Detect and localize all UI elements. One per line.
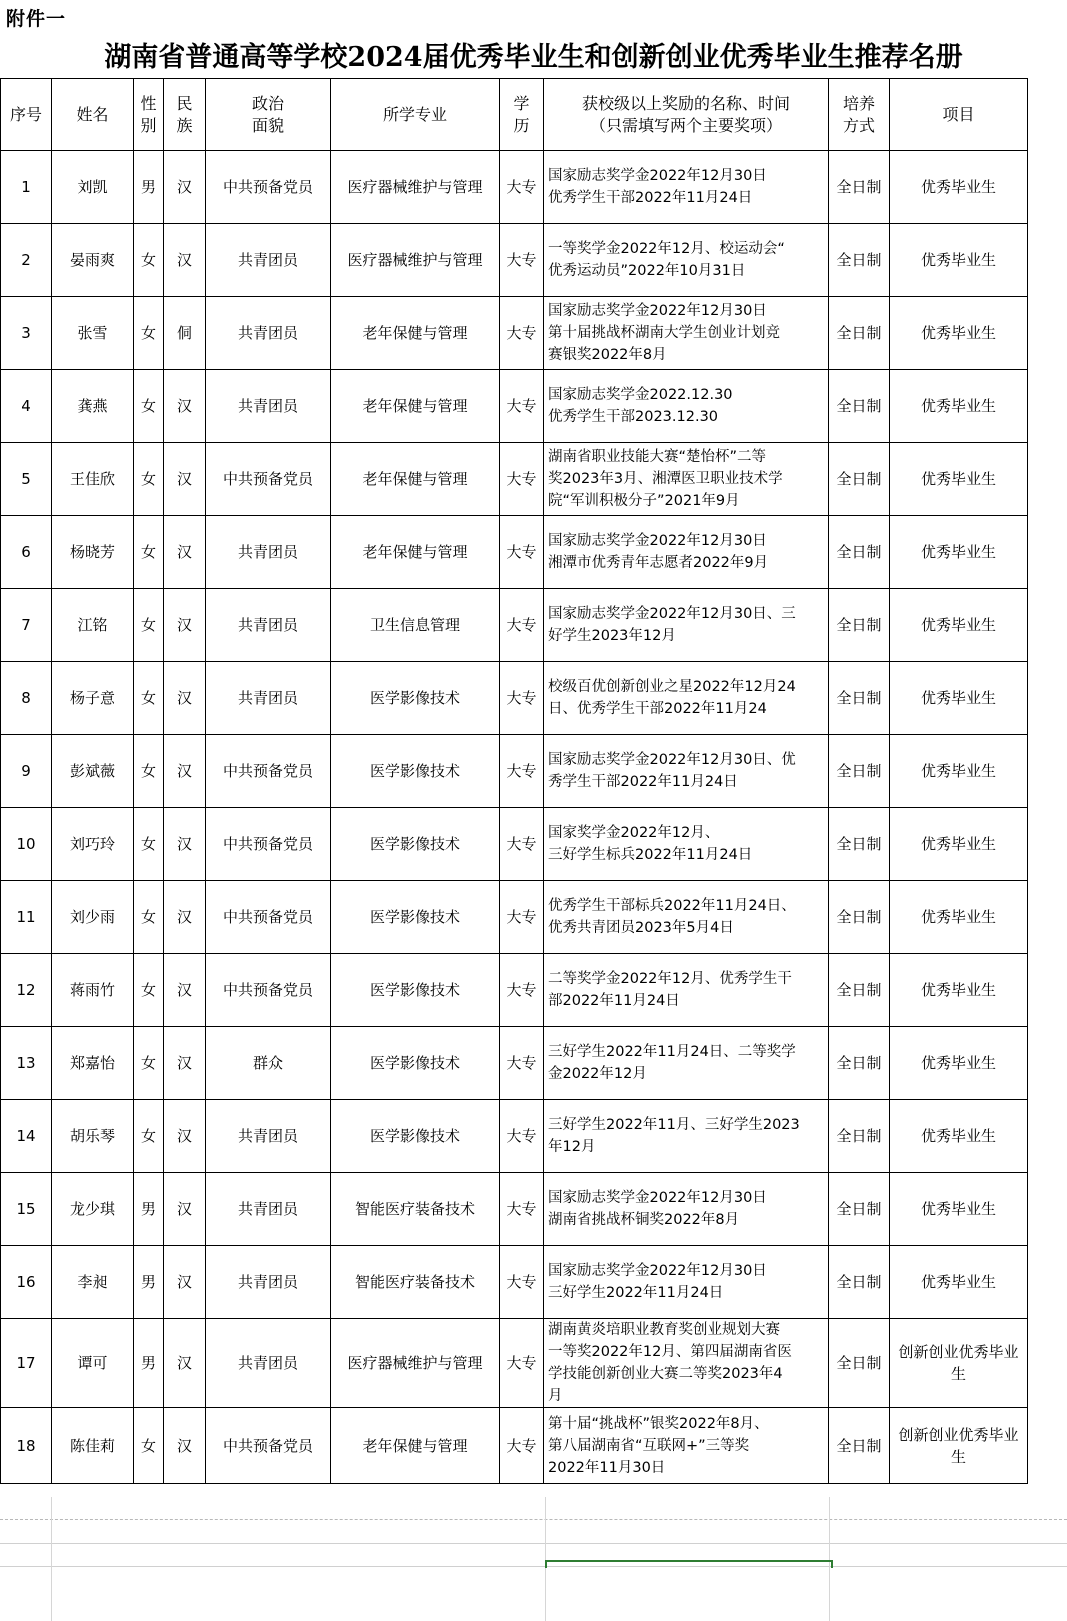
sheet-gridline: [0, 1566, 1067, 1567]
cell-ethnicity: 汉: [164, 954, 206, 1027]
cell-project: 创新创业优秀毕业生: [890, 1408, 1028, 1484]
award-line: 二等奖学金2022年12月、优秀学生干: [548, 971, 792, 987]
award-line: 2022年11月30日: [548, 1459, 666, 1476]
cell-education: 大专: [500, 224, 544, 297]
cell-awards: [544, 735, 829, 808]
cell-no: 12: [1, 954, 52, 1027]
cell-gender: 男: [134, 1173, 164, 1246]
cell-name: 郑嘉怡: [52, 1027, 134, 1100]
cell-no: 7: [1, 589, 52, 662]
cell-ethnicity: 汉: [164, 1100, 206, 1173]
cell-education: 大专: [500, 735, 544, 808]
award-line: 国家奖学金2022年12月、: [548, 825, 720, 841]
award-line: 金2022年12月: [548, 1066, 647, 1082]
table-row: [1, 954, 1028, 1027]
cell-education: 大专: [500, 370, 544, 443]
cell-gender: 女: [134, 662, 164, 735]
cell-education: 大专: [500, 297, 544, 370]
award-line: 一等奖学金2022年12月、校运动会“: [548, 241, 785, 257]
cell-project: 优秀毕业生: [890, 443, 1028, 516]
cell-education: 大专: [500, 1173, 544, 1246]
cell-education: 大专: [500, 443, 544, 516]
cell-major: 医学影像技术: [331, 808, 500, 881]
cell-name: 杨子意: [52, 662, 134, 735]
cell-major: 智能医疗装备技术: [331, 1246, 500, 1319]
cell-awards: [544, 1173, 829, 1246]
cell-project: 优秀毕业生: [890, 1173, 1028, 1246]
cell-name: 李昶: [52, 1246, 134, 1319]
cell-mode: 全日制: [829, 1319, 890, 1408]
cell-major: 医学影像技术: [331, 954, 500, 1027]
cell-name: 刘巧玲: [52, 808, 134, 881]
cell-politics: 共青团员: [206, 1246, 331, 1319]
cell-no: 10: [1, 808, 52, 881]
col-header-ethnicity: 民 族: [164, 79, 206, 151]
award-line: 三好学生2022年11月24日、二等奖学: [548, 1044, 796, 1060]
cell-mode: 全日制: [829, 954, 890, 1027]
cell-major: 老年保健与管理: [331, 443, 500, 516]
cell-major: 老年保健与管理: [331, 297, 500, 370]
table-row: [1, 443, 1028, 516]
cell-no: 17: [1, 1319, 52, 1408]
table-row: [1, 151, 1028, 224]
cell-project: 优秀毕业生: [890, 954, 1028, 1027]
cell-mode: 全日制: [829, 735, 890, 808]
cell-gender: 女: [134, 443, 164, 516]
cell-politics: 共青团员: [206, 224, 331, 297]
award-line: 优秀运动员”2022年10月31日: [548, 263, 746, 279]
cell-politics: 共青团员: [206, 589, 331, 662]
award-line: 校级百优创新创业之星2022年12月24: [548, 679, 796, 695]
award-line: 优秀学生干部2023.12.30: [548, 409, 719, 425]
cell-major: 医疗器械维护与管理: [331, 224, 500, 297]
cell-project: 优秀毕业生: [890, 735, 1028, 808]
cell-mode: 全日制: [829, 1100, 890, 1173]
cell-project: 优秀毕业生: [890, 662, 1028, 735]
cell-name: 胡乐琴: [52, 1100, 134, 1173]
cell-gender: 女: [134, 954, 164, 1027]
cell-ethnicity: 汉: [164, 1319, 206, 1408]
cell-major: 智能医疗装备技术: [331, 1173, 500, 1246]
award-line: 好学生2023年12月: [548, 628, 676, 644]
table-row: [1, 1100, 1028, 1173]
award-line: 第十届“挑战杯”银奖2022年8月、: [548, 1415, 769, 1432]
cell-politics: 共青团员: [206, 1319, 331, 1408]
cell-name: 杨晓芳: [52, 516, 134, 589]
cell-education: 大专: [500, 954, 544, 1027]
award-line: 三好学生2022年11月24日: [548, 1285, 724, 1301]
cell-ethnicity: 汉: [164, 1246, 206, 1319]
cell-project: 优秀毕业生: [890, 370, 1028, 443]
award-line: 国家励志奖学金2022年12月30日: [548, 303, 767, 319]
cell-no: 18: [1, 1408, 52, 1484]
cell-project: 优秀毕业生: [890, 1100, 1028, 1173]
cell-gender: 女: [134, 808, 164, 881]
cell-mode: 全日制: [829, 443, 890, 516]
cell-name: 晏雨爽: [52, 224, 134, 297]
sheet-gridline: [0, 1543, 1067, 1544]
cell-politics: 共青团员: [206, 516, 331, 589]
cell-ethnicity: 汉: [164, 1408, 206, 1484]
cell-gender: 男: [134, 1246, 164, 1319]
cell-major: 老年保健与管理: [331, 516, 500, 589]
award-line: 国家励志奖学金2022年12月30日、三: [548, 606, 796, 622]
cell-major: 医学影像技术: [331, 662, 500, 735]
cell-name: 彭斌薇: [52, 735, 134, 808]
cell-project: 创新创业优秀毕业生: [890, 1319, 1028, 1408]
table-row: [1, 589, 1028, 662]
award-line: 国家励志奖学金2022年12月30日: [548, 533, 767, 549]
roster-table: [0, 78, 1028, 1484]
cell-politics: 中共预备党员: [206, 735, 331, 808]
cell-awards: [544, 151, 829, 224]
award-line: 第八届湖南省“互联网+”三等奖: [548, 1437, 750, 1454]
cell-politics: 中共预备党员: [206, 954, 331, 1027]
award-line: 优秀学生干部2022年11月24日: [548, 190, 753, 206]
cell-mode: 全日制: [829, 516, 890, 589]
award-line: 优秀共青团员2023年5月4日: [548, 920, 734, 936]
cell-name: 龙少琪: [52, 1173, 134, 1246]
table-row: [1, 516, 1028, 589]
table-body: [1, 151, 1028, 1484]
award-line: 学技能创新创业大赛二等奖2023年4: [548, 1366, 783, 1382]
cell-politics: 共青团员: [206, 662, 331, 735]
cell-awards: [544, 662, 829, 735]
document-title: 湖南省普通高等学校2024届优秀毕业生和创新创业优秀毕业生推荐名册: [104, 42, 963, 73]
cell-awards: [544, 516, 829, 589]
award-line: 湖南省挑战杯铜奖2022年8月: [548, 1212, 740, 1228]
cell-project: 优秀毕业生: [890, 224, 1028, 297]
cell-awards: [544, 297, 829, 370]
cell-awards: [544, 224, 829, 297]
table-row: [1, 735, 1028, 808]
award-line: 第十届挑战杯湖南大学生创业计划竞: [548, 325, 780, 341]
cell-no: 13: [1, 1027, 52, 1100]
award-line: 国家励志奖学金2022年12月30日: [548, 168, 767, 184]
cell-ethnicity: 汉: [164, 443, 206, 516]
award-line: 三好学生标兵2022年11月24日: [548, 847, 753, 863]
cell-politics: 中共预备党员: [206, 808, 331, 881]
award-line: 月: [548, 1388, 563, 1404]
award-line: 三好学生2022年11月、三好学生2023: [548, 1117, 800, 1133]
cell-major: 老年保健与管理: [331, 1408, 500, 1484]
sheet-gridline: [0, 1519, 1067, 1520]
cell-education: 大专: [500, 589, 544, 662]
award-line: 秀学生干部2022年11月24日: [548, 774, 738, 790]
cell-no: 16: [1, 1246, 52, 1319]
cell-ethnicity: 汉: [164, 1173, 206, 1246]
cell-mode: 全日制: [829, 370, 890, 443]
cell-ethnicity: 汉: [164, 224, 206, 297]
attachment-label: 附件一: [6, 8, 67, 30]
cell-ethnicity: 汉: [164, 1027, 206, 1100]
selected-cell[interactable]: [545, 1560, 833, 1568]
cell-politics: 中共预备党员: [206, 443, 331, 516]
cell-awards: [544, 589, 829, 662]
cell-politics: 中共预备党员: [206, 881, 331, 954]
cell-no: 14: [1, 1100, 52, 1173]
award-line: 湖南省职业技能大赛“楚怡杯”二等: [548, 449, 767, 465]
cell-education: 大专: [500, 516, 544, 589]
award-line: 优秀学生干部标兵2022年11月24日、: [548, 898, 796, 914]
cell-education: 大专: [500, 1100, 544, 1173]
cell-no: 2: [1, 224, 52, 297]
cell-ethnicity: 汉: [164, 516, 206, 589]
cell-major: 卫生信息管理: [331, 589, 500, 662]
cell-name: 蒋雨竹: [52, 954, 134, 1027]
cell-gender: 女: [134, 589, 164, 662]
cell-mode: 全日制: [829, 1408, 890, 1484]
cell-mode: 全日制: [829, 1027, 890, 1100]
col-header-politics: 政治 面貌: [206, 79, 331, 151]
cell-gender: 男: [134, 1319, 164, 1408]
cell-major: 医疗器械维护与管理: [331, 151, 500, 224]
cell-project: 优秀毕业生: [890, 808, 1028, 881]
table-row: [1, 224, 1028, 297]
cell-no: 1: [1, 151, 52, 224]
table-row: [1, 1408, 1028, 1484]
cell-name: 刘少雨: [52, 881, 134, 954]
cell-major: 医学影像技术: [331, 881, 500, 954]
cell-name: 刘凯: [52, 151, 134, 224]
cell-project: 优秀毕业生: [890, 1027, 1028, 1100]
cell-no: 3: [1, 297, 52, 370]
cell-mode: 全日制: [829, 224, 890, 297]
cell-name: 张雪: [52, 297, 134, 370]
cell-politics: 共青团员: [206, 370, 331, 443]
cell-ethnicity: 汉: [164, 370, 206, 443]
cell-ethnicity: 汉: [164, 662, 206, 735]
cell-awards: [544, 808, 829, 881]
cell-education: 大专: [500, 1408, 544, 1484]
cell-awards: [544, 1408, 829, 1484]
cell-politics: 中共预备党员: [206, 151, 331, 224]
cell-education: 大专: [500, 881, 544, 954]
col-header-gender: 性 别: [134, 79, 164, 151]
cell-major: 老年保健与管理: [331, 370, 500, 443]
cell-major: 医疗器械维护与管理: [331, 1319, 500, 1408]
table-row: [1, 808, 1028, 881]
cell-mode: 全日制: [829, 297, 890, 370]
cell-name: 陈佳莉: [52, 1408, 134, 1484]
cell-gender: 女: [134, 1100, 164, 1173]
sheet-gridline: [829, 1497, 830, 1621]
cell-no: 11: [1, 881, 52, 954]
cell-gender: 女: [134, 1027, 164, 1100]
cell-no: 15: [1, 1173, 52, 1246]
cell-major: 医学影像技术: [331, 1027, 500, 1100]
cell-no: 9: [1, 735, 52, 808]
cell-name: 谭可: [52, 1319, 134, 1408]
cell-awards: [544, 954, 829, 1027]
col-header-project: 项目: [890, 79, 1028, 151]
cell-mode: 全日制: [829, 808, 890, 881]
cell-project: 优秀毕业生: [890, 297, 1028, 370]
table-row: [1, 297, 1028, 370]
award-line: 国家励志奖学金2022年12月30日、优: [548, 752, 796, 768]
cell-gender: 女: [134, 735, 164, 808]
table-header-row: [1, 79, 1028, 151]
cell-mode: 全日制: [829, 662, 890, 735]
cell-mode: 全日制: [829, 881, 890, 954]
award-line: 年12月: [548, 1139, 596, 1155]
table-row: [1, 370, 1028, 443]
sheet-gridline: [51, 1497, 52, 1621]
table-row: [1, 1027, 1028, 1100]
cell-gender: 男: [134, 151, 164, 224]
cell-major: 医学影像技术: [331, 735, 500, 808]
cell-education: 大专: [500, 662, 544, 735]
cell-gender: 女: [134, 1408, 164, 1484]
sheet-gridline: [545, 1497, 546, 1621]
award-line: 湘潭市优秀青年志愿者2022年9月: [548, 555, 769, 571]
cell-no: 4: [1, 370, 52, 443]
award-line: 国家励志奖学金2022年12月30日: [548, 1263, 767, 1279]
cell-project: 优秀毕业生: [890, 516, 1028, 589]
cell-gender: 女: [134, 370, 164, 443]
cell-politics: 共青团员: [206, 1173, 331, 1246]
cell-name: 江铭: [52, 589, 134, 662]
cell-ethnicity: 侗: [164, 297, 206, 370]
award-line: 国家励志奖学金2022.12.30: [548, 387, 733, 403]
col-header-awards: 获校级以上奖励的名称、时间 （只需填写两个主要奖项）: [544, 79, 829, 151]
award-line: 部2022年11月24日: [548, 993, 680, 1009]
cell-ethnicity: 汉: [164, 151, 206, 224]
cell-education: 大专: [500, 808, 544, 881]
cell-project: 优秀毕业生: [890, 589, 1028, 662]
col-header-major: 所学专业: [331, 79, 500, 151]
cell-politics: 共青团员: [206, 297, 331, 370]
cell-awards: [544, 1246, 829, 1319]
cell-gender: 女: [134, 881, 164, 954]
cell-ethnicity: 汉: [164, 881, 206, 954]
cell-ethnicity: 汉: [164, 808, 206, 881]
cell-politics: 中共预备党员: [206, 1408, 331, 1484]
cell-project: 优秀毕业生: [890, 151, 1028, 224]
table-row: [1, 1246, 1028, 1319]
table-row: [1, 1173, 1028, 1246]
cell-no: 6: [1, 516, 52, 589]
award-line: 湖南黄炎培职业教育奖创业规划大赛: [548, 1322, 780, 1338]
cell-major: 医学影像技术: [331, 1100, 500, 1173]
cell-name: 王佳欣: [52, 443, 134, 516]
cell-ethnicity: 汉: [164, 589, 206, 662]
cell-education: 大专: [500, 1246, 544, 1319]
cell-politics: 群众: [206, 1027, 331, 1100]
cell-awards: [544, 370, 829, 443]
cell-gender: 女: [134, 516, 164, 589]
award-line: 院“军训积极分子”2021年9月: [548, 493, 740, 509]
cell-awards: [544, 1027, 829, 1100]
award-line: 奖2023年3月、湘潭医卫职业技术学: [548, 471, 783, 487]
cell-mode: 全日制: [829, 151, 890, 224]
table-row: [1, 881, 1028, 954]
table-row: [1, 662, 1028, 735]
cell-mode: 全日制: [829, 1246, 890, 1319]
award-line: 国家励志奖学金2022年12月30日: [548, 1190, 767, 1206]
cell-gender: 女: [134, 224, 164, 297]
cell-awards: [544, 881, 829, 954]
col-header-education: 学 历: [500, 79, 544, 151]
award-line: 日、优秀学生干部2022年11月24: [548, 701, 767, 717]
cell-gender: 女: [134, 297, 164, 370]
award-line: 一等奖2022年12月、第四届湖南省医: [548, 1344, 792, 1360]
cell-mode: 全日制: [829, 1173, 890, 1246]
cell-project: 优秀毕业生: [890, 1246, 1028, 1319]
col-header-no: 序号: [1, 79, 52, 151]
cell-no: 5: [1, 443, 52, 516]
cell-awards: [544, 1100, 829, 1173]
table-row: [1, 1319, 1028, 1408]
cell-awards: [544, 1319, 829, 1408]
cell-no: 8: [1, 662, 52, 735]
cell-project: 优秀毕业生: [890, 881, 1028, 954]
cell-education: 大专: [500, 1319, 544, 1408]
cell-education: 大专: [500, 1027, 544, 1100]
cell-ethnicity: 汉: [164, 735, 206, 808]
cell-name: 龚燕: [52, 370, 134, 443]
col-header-mode: 培养 方式: [829, 79, 890, 151]
cell-awards: [544, 443, 829, 516]
award-line: 赛银奖2022年8月: [548, 347, 667, 363]
col-header-name: 姓名: [52, 79, 134, 151]
cell-education: 大专: [500, 151, 544, 224]
cell-politics: 共青团员: [206, 1100, 331, 1173]
cell-mode: 全日制: [829, 589, 890, 662]
